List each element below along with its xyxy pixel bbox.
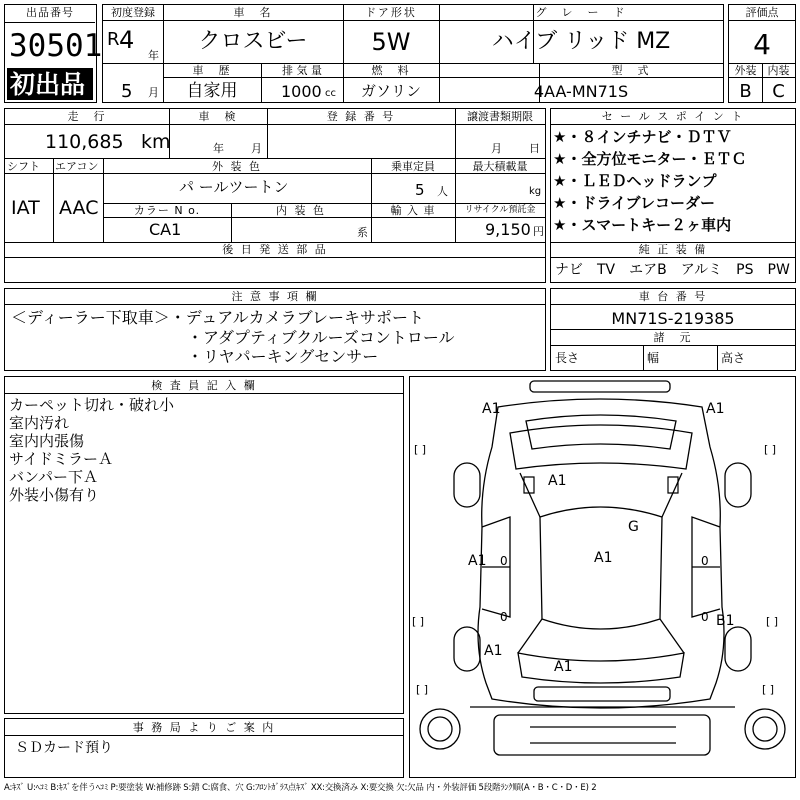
- notes-line-1: ＜ディーラー下取車＞・デュアルカメラブレーキサポート: [11, 308, 424, 327]
- mark-a1-rear: A1: [554, 659, 573, 675]
- displacement-label: 排 気 量: [282, 64, 322, 77]
- wheel-shape: [745, 709, 785, 749]
- inspector-block: [4, 376, 404, 714]
- door-label: ドア形状: [365, 6, 417, 19]
- ac-label: エアコン: [55, 160, 99, 173]
- exterior-label: 外装: [734, 64, 757, 77]
- interior-label: 内装: [767, 64, 790, 77]
- chassis-block: [550, 288, 796, 371]
- displacement-unit: cc: [325, 88, 336, 99]
- ext-color-value: パ ールツートン: [179, 178, 289, 196]
- bracket-3: [ ]: [412, 615, 425, 628]
- transfer-day: 日: [529, 142, 540, 155]
- fuel-value: ガソリン: [360, 82, 421, 100]
- sales-points-block: [550, 108, 796, 283]
- notes-block: [4, 288, 546, 371]
- score-block: [728, 4, 796, 103]
- inspector-line-1: カーペット切れ・破れ小: [9, 396, 175, 414]
- car-diagram: [410, 377, 795, 777]
- ext-color-label: 外 装 色: [212, 160, 262, 173]
- equipment-value: ナビ TV エアB アルミ PS PW: [555, 262, 790, 278]
- mark-a1-front-left: A1: [482, 401, 501, 417]
- length-label: 長さ: [555, 351, 580, 365]
- chassis-label: 車 台 番 号: [638, 290, 708, 303]
- notes-line-3: ・リヤパーキングセンサー: [187, 347, 379, 366]
- bracket-6: [ ]: [762, 683, 775, 696]
- legend-text: A:ｷｽﾞ U:ﾍｺﾐ B:ｷｽﾞを伴うﾍｺﾐ P:要塗装 W:補修跡 S:錆 C:腐食、穴 G:ﾌﾛﾝﾄｶﾞﾗｽ点ｷｽﾞ XX:交換済み X:要交換 欠:欠品 内・外装評価 5段階ﾗﾝｸ順(A・B・C・D・E) 2: [4, 783, 597, 793]
- mark-a1-front-right: A1: [706, 401, 725, 417]
- left-rear-wheel-shape: [454, 627, 480, 671]
- grade-value: ハイブ リッド MZ: [491, 29, 671, 54]
- inspection-month: 月: [251, 142, 262, 155]
- right-mirror-shape: [725, 463, 751, 507]
- front-bumper-shape: [530, 381, 670, 392]
- load-label: 最大積載量: [472, 160, 528, 173]
- mark-b1-right-rear: B1: [716, 613, 735, 629]
- windshield-shape: [526, 415, 676, 449]
- bracket-4: [ ]: [766, 615, 779, 628]
- model-value: 4AA-MN71S: [533, 82, 629, 101]
- mark-a1-hood: A1: [548, 473, 567, 489]
- rear-roof-line: [518, 619, 684, 653]
- first-listing-text: 初出品: [10, 70, 86, 99]
- dims-label: 諸 元: [653, 331, 693, 344]
- mark-g-windshield: G: [628, 519, 639, 535]
- shift-value: IAT: [11, 197, 40, 219]
- zero-left-lower: 0: [500, 610, 508, 624]
- office-value: ＳＤカード預り: [15, 740, 113, 756]
- inspection-year: 年: [213, 142, 224, 155]
- history-label: 車 歴: [192, 64, 232, 77]
- rear-panel-shape: [494, 715, 710, 755]
- mileage-value: 110,685: [45, 131, 124, 153]
- hood-shape: [510, 425, 692, 469]
- sales-point-3: ★・ＬＥＤヘッドランプ: [553, 172, 717, 190]
- zero-right-lower: 0: [701, 610, 709, 624]
- office-label: 事 務 局 よ り ご 案 内: [132, 721, 276, 734]
- chassis-value: MN71S-219385: [611, 309, 735, 328]
- left-mirror-shape: [454, 463, 480, 507]
- vehicle-details-block: [4, 108, 546, 283]
- color-no-value: CA1: [149, 220, 182, 239]
- inspector-line-3: 室内内張傷: [9, 432, 85, 450]
- sales-point-5: ★・スマートキー２ヶ車内: [553, 216, 732, 234]
- bracket-2: [ ]: [764, 443, 777, 456]
- reg-number-label: 登 録 番 号: [326, 110, 396, 123]
- score-value: 4: [753, 28, 771, 61]
- capacity-value: 5: [415, 181, 425, 199]
- lot-number-label: 出品番号: [26, 6, 74, 19]
- mileage-label: 走 行: [67, 110, 107, 123]
- color-no-label: カラー N o.: [133, 204, 201, 217]
- model-label: 型 式: [611, 64, 651, 77]
- recycle-unit: 円: [533, 225, 544, 238]
- month-unit: 月: [148, 86, 159, 99]
- capacity-label: 乗車定員: [391, 160, 435, 173]
- recycle-value: 9,150: [485, 220, 531, 239]
- width-label: 幅: [647, 351, 660, 365]
- spare-tire-shape: [420, 709, 460, 749]
- int-color-unit: 系: [357, 226, 368, 239]
- inspector-line-6: 外装小傷有り: [9, 486, 100, 504]
- rear-window-shape: [518, 653, 684, 683]
- exterior-value: B: [739, 81, 752, 102]
- inspector-label: 検 査 員 記 入 欄: [151, 379, 257, 392]
- zero-left-upper: 0: [500, 554, 508, 568]
- year-value: 4: [119, 26, 135, 54]
- interior-value: C: [772, 81, 785, 102]
- load-unit: kg: [529, 186, 542, 197]
- year-unit: 年: [148, 49, 159, 62]
- lot-number: 30501: [9, 28, 103, 64]
- front-roof-line: [520, 473, 682, 517]
- inspection-label: 車 検: [198, 110, 238, 123]
- car-diagram-block: [409, 376, 796, 778]
- bracket-1: [ ]: [414, 443, 427, 456]
- recycle-label: リサイクル預託金: [464, 205, 536, 215]
- inspector-line-2: 室内汚れ: [9, 414, 70, 432]
- mark-a1-roof: A1: [594, 550, 613, 566]
- rear-bumper-shape: [534, 687, 670, 701]
- sales-points-label: セ ー ル ス ポ イ ン ト: [601, 110, 745, 123]
- sales-point-2: ★・全方位モニター・ＥＴＣ: [553, 150, 747, 168]
- office-block: [4, 718, 404, 778]
- door-value: 5W: [371, 28, 411, 56]
- car-name-label: 車 名: [233, 6, 273, 19]
- first-reg-label: 初度登録: [111, 6, 155, 19]
- era: R: [107, 29, 120, 50]
- transfer-month: 月: [491, 142, 502, 155]
- transfer-label: 譲渡書類期限: [467, 110, 533, 123]
- equipment-label: 純 正 装 備: [638, 243, 708, 256]
- grade-label: グ レ ー ド: [535, 6, 627, 19]
- sales-point-1: ★・８インチナビ・ＤＴＶ: [553, 128, 732, 146]
- inspector-line-5: バンパー下Ａ: [9, 468, 98, 486]
- displacement-value: 1000: [281, 82, 322, 101]
- lot-block: [4, 4, 103, 103]
- notes-line-2: ・アダプティブクルーズコントロール: [187, 328, 455, 347]
- sales-point-4: ★・ドライブレコーダー: [553, 194, 715, 212]
- first-listing-badge: [7, 68, 93, 100]
- ac-value: AAC: [59, 197, 99, 219]
- notes-label: 注 意 事 項 欄: [231, 290, 319, 303]
- car-name: クロスビー: [198, 29, 308, 54]
- main-spec-block: [102, 4, 724, 103]
- shift-label: シフト: [7, 160, 40, 173]
- month-value: 5: [121, 81, 133, 102]
- capacity-unit: 人: [437, 185, 448, 198]
- inspector-line-4: サイドミラーＡ: [9, 450, 113, 468]
- history-value: 自家用: [186, 81, 238, 101]
- import-label: 輸 入 車: [390, 204, 436, 217]
- bracket-5: [ ]: [416, 683, 429, 696]
- score-label: 評価点: [745, 6, 779, 19]
- roof-shape: [540, 507, 662, 629]
- mark-a1-left-door: A1: [468, 553, 487, 569]
- right-rear-wheel-shape: [725, 627, 751, 671]
- int-color-label: 内 装 色: [276, 204, 326, 217]
- later-parts-label: 後 日 発 送 部 品: [222, 243, 328, 256]
- height-label: 高さ: [721, 351, 746, 365]
- fuel-label: 燃 料: [371, 64, 411, 77]
- zero-right-upper: 0: [701, 554, 709, 568]
- mark-a1-left-rear: A1: [484, 643, 503, 659]
- mileage-unit: km: [141, 131, 171, 153]
